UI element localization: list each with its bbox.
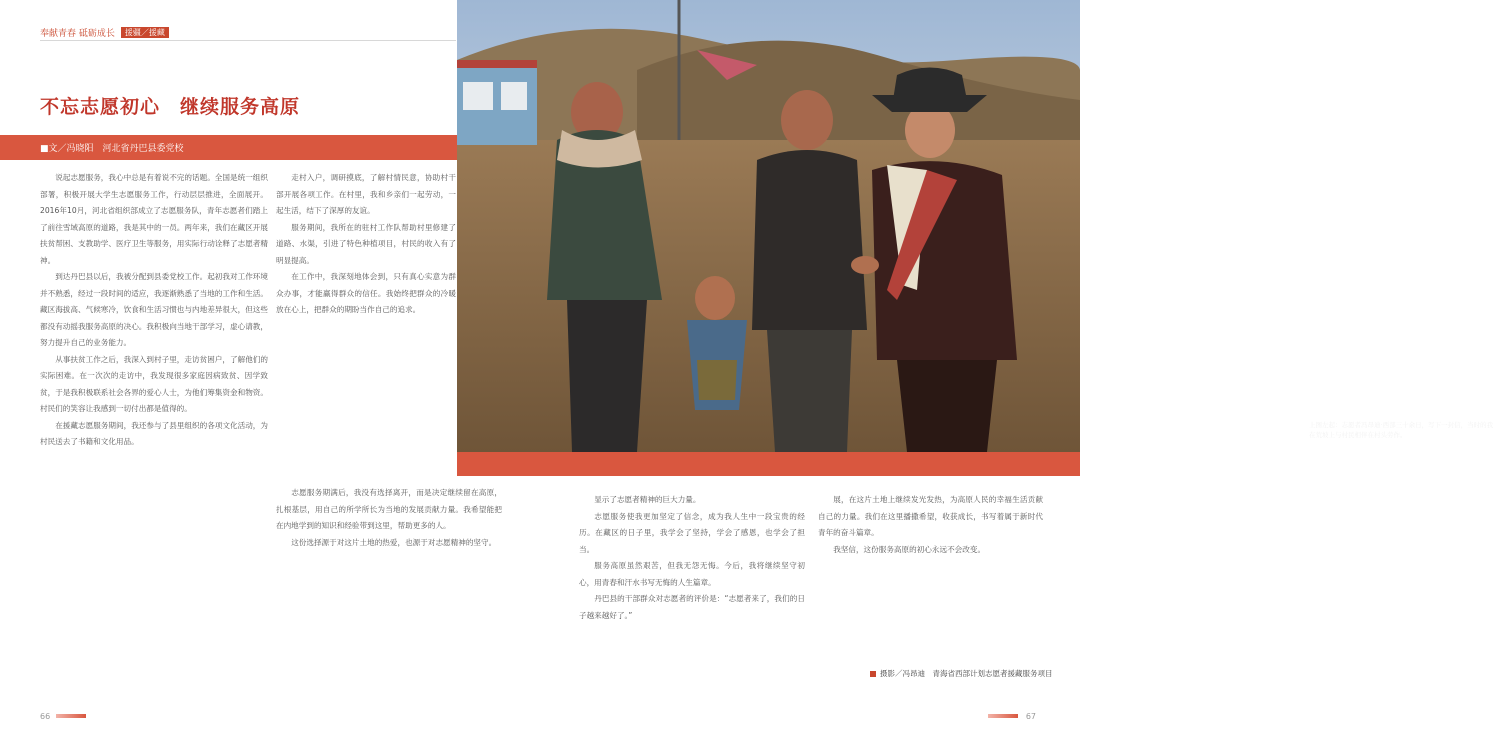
header-divider xyxy=(40,40,456,41)
paragraph: 在援藏志愿服务期间，我还参与了县里组织的各项文化活动，为村民送去了书籍和文化用品。 xyxy=(40,420,268,446)
paragraph: 丹巴县的干部群众对志愿者的评价是：“志愿者来了，我们的日子越来越好了。” xyxy=(579,594,805,620)
accent-band xyxy=(457,452,1080,476)
article-column-4 xyxy=(579,492,805,682)
paragraph: 在工作中，我深刻地体会到，只有真心实意为群众办事，才能赢得群众的信任。我始终把群众的冷暖放在心上，把群众的期盼当作自己的追求。 xyxy=(276,272,456,314)
paragraph: 服务高原虽然艰苦，但我无怨无悔。今后，我将继续坚守初心，用青春和汗水书写无悔的人生篇章。 xyxy=(579,561,805,587)
page-marker-left xyxy=(56,714,86,718)
page-number-left: 66 xyxy=(40,712,51,721)
author-bar xyxy=(0,135,508,160)
page-marker-right xyxy=(988,714,1018,718)
article-column-5 xyxy=(818,492,1043,612)
paragraph: 从事扶贫工作之后，我深入到村子里，走访贫困户，了解他们的实际困难。在一次次的走访中，我发现很多家庭因病致贫、因学致贫，于是我积极联系社会各界的爱心人士，为他们筹集资金和物资。村民们的笑容让我感到一切付出都是值得的。 xyxy=(40,354,268,413)
paragraph: 到达丹巴县以后，我被分配到县委党校工作。起初我对工作环境并不熟悉，经过一段时间的适应，我逐渐熟悉了当地的工作和生活。藏区海拔高、气候寒冷，饮食和生活习惯也与内地差异很大，但这些都没有动摇我服务高原的决心。我积极向当地干部学习，虚心请教，努力提升自己的业务能力。 xyxy=(40,272,268,347)
article-column-2 xyxy=(276,170,456,530)
section-header xyxy=(40,26,169,38)
photo-caption: 上图左起：志愿者冯昂迪·西部三十余日，写下一封信，当时的我在荒坡上与村民相伴在村头劳作。 xyxy=(1309,421,1494,439)
credit-marker-icon xyxy=(870,671,876,677)
article-title: 不忘志愿初心 继续服务高原 xyxy=(40,96,301,118)
paragraph: 展，在这片土地上继续发光发热，为高原人民的幸福生活贡献自己的力量。我们在这里播撒希望，收获成长，书写着属于新时代青年的奋斗篇章。 xyxy=(818,495,1043,537)
paragraph: 我坚信，这份服务高原的初心永远不会改变。 xyxy=(833,544,986,554)
paragraph: 走村入户，调研摸底，了解村情民意，协助村干部开展各项工作。在村里，我和乡亲们一起劳动，一起生活，结下了深厚的友谊。 xyxy=(276,173,456,215)
photo-credit xyxy=(870,668,1053,679)
photo-credit-text: 摄影／冯昂迪 青海省西部计划志愿者援藏服务项目 xyxy=(880,669,1053,678)
paragraph: 服务期间，我所在的驻村工作队帮助村里修建了道路、水渠，引进了特色种植项目，村民的收入有了明显提高。 xyxy=(276,222,456,265)
paragraph: 说起志愿服务，我心中总是有着说不完的话题。全国是统一组织部署，积极开展大学生志愿服务工作，行动层层推进，全面展开。2016年10月，河北省组织部成立了志愿服务队，青年志愿者们踏上了前往雪域高原的道路，我是其中的一员。两年来，我们在藏区开展扶贫帮困、支教助学、医疗卫生等服务，用实际行动诠释了志愿者精神。 xyxy=(40,173,268,265)
article-column-1 xyxy=(40,170,268,690)
paragraph: 这份选择源于对这片土地的热爱，也源于对志愿精神的坚守。 xyxy=(291,537,497,547)
page-number-right: 67 xyxy=(1025,712,1036,721)
paragraph: 志愿服务期满后，我没有选择离开，而是决定继续留在高原，扎根基层，用自己的所学所长为当地的发展贡献力量。我希望能把在内地学到的知识和经验带到这里，帮助更多的人。 xyxy=(276,488,502,530)
paragraph: 志愿服务使我更加坚定了信念，成为我人生中一段宝贵的经历。在藏区的日子里，我学会了坚持，学会了感恩，也学会了担当。 xyxy=(579,511,805,554)
author-line: ■文／冯晓阳 河北省丹巴县委党校 xyxy=(40,144,184,154)
paragraph: 显示了志愿者精神的巨大力量。 xyxy=(594,495,701,504)
article-column-3 xyxy=(276,485,502,690)
article-photo xyxy=(457,0,1494,452)
section-category: 奉献青春 砥砺成长 xyxy=(40,28,115,39)
section-tag: 援疆／援藏 xyxy=(121,27,169,38)
